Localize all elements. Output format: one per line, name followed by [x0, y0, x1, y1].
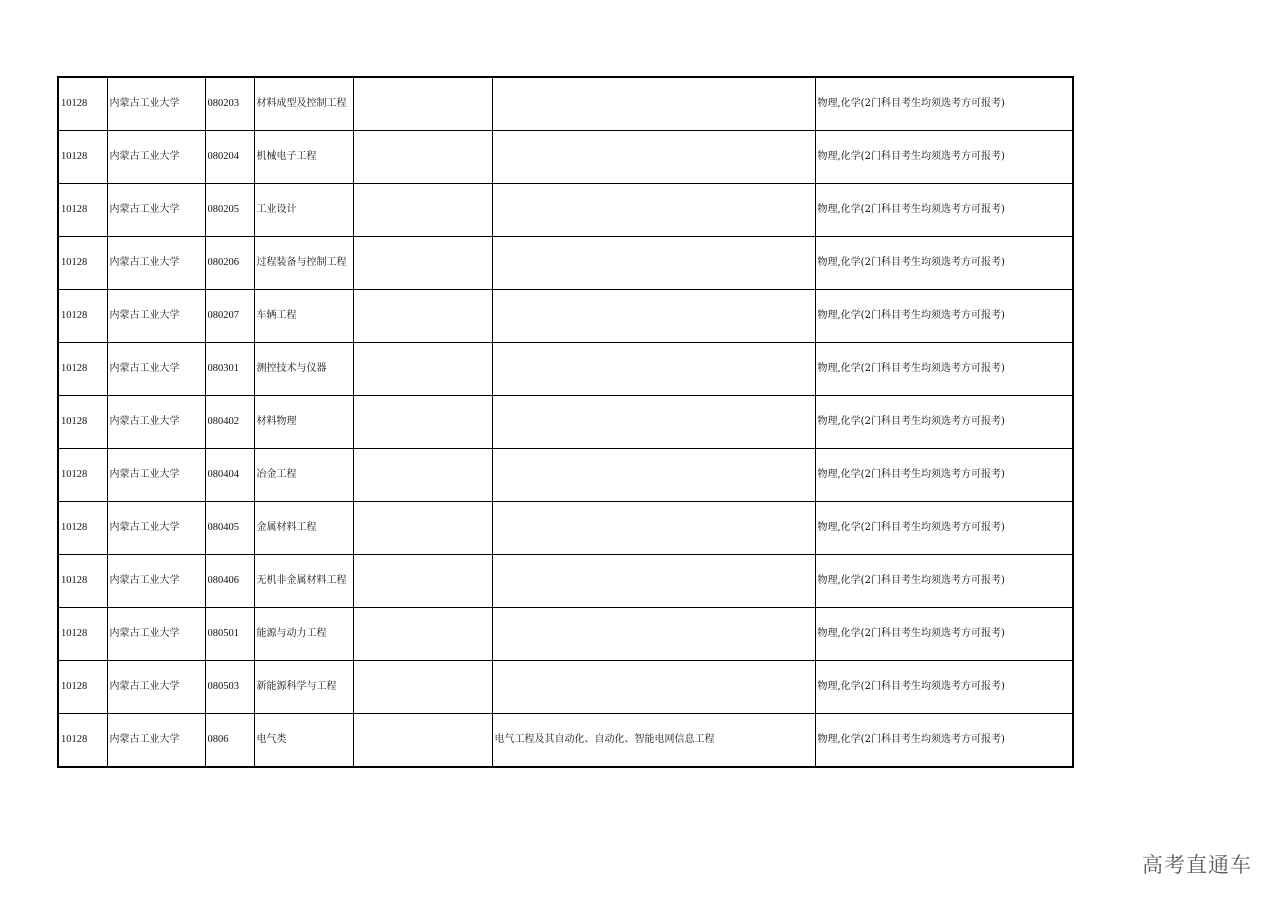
- major-name-cell: 工业设计: [254, 184, 353, 237]
- school-name-cell: 内蒙古工业大学: [107, 714, 205, 768]
- subject-requirement-cell: 物理,化学(2门科目考生均须选考方可报考): [815, 714, 1073, 768]
- table-row: [58, 343, 1073, 396]
- school-code-cell: 10128: [58, 290, 107, 343]
- school-code-cell: 10128: [58, 184, 107, 237]
- subject-requirement-cell: 物理,化学(2门科目考生均须选考方可报考): [815, 343, 1073, 396]
- major-name-cell: 电气类: [254, 714, 353, 768]
- subject-requirement-cell: 物理,化学(2门科目考生均须选考方可报考): [815, 396, 1073, 449]
- major-code-cell: 080503: [205, 661, 254, 714]
- major-name-cell: 材料物理: [254, 396, 353, 449]
- major-name-cell: 新能源科学与工程: [254, 661, 353, 714]
- empty-cell: [353, 184, 492, 237]
- major-name-cell: 机械电子工程: [254, 131, 353, 184]
- subject-requirement-cell: 物理,化学(2门科目考生均须选考方可报考): [815, 184, 1073, 237]
- school-name-cell: 内蒙古工业大学: [107, 396, 205, 449]
- empty-cell: [353, 714, 492, 768]
- school-name-cell: 内蒙古工业大学: [107, 131, 205, 184]
- school-name-cell: 内蒙古工业大学: [107, 502, 205, 555]
- school-name-cell: 内蒙古工业大学: [107, 661, 205, 714]
- school-name-cell: 内蒙古工业大学: [107, 449, 205, 502]
- included-majors-cell: [492, 343, 815, 396]
- school-name-cell: 内蒙古工业大学: [107, 343, 205, 396]
- subject-requirement-cell: 物理,化学(2门科目考生均须选考方可报考): [815, 502, 1073, 555]
- table-row: [58, 449, 1073, 502]
- empty-cell: [353, 608, 492, 661]
- major-code-cell: 080207: [205, 290, 254, 343]
- empty-cell: [353, 290, 492, 343]
- major-code-cell: 080205: [205, 184, 254, 237]
- table-row: [58, 77, 1073, 131]
- major-name-cell: 测控技术与仪器: [254, 343, 353, 396]
- empty-cell: [353, 449, 492, 502]
- included-majors-cell: [492, 555, 815, 608]
- table-row: [58, 290, 1073, 343]
- school-name-cell: 内蒙古工业大学: [107, 555, 205, 608]
- major-name-cell: 过程装备与控制工程: [254, 237, 353, 290]
- major-name-cell: 金属材料工程: [254, 502, 353, 555]
- table-row: [58, 502, 1073, 555]
- empty-cell: [353, 237, 492, 290]
- major-code-cell: 080501: [205, 608, 254, 661]
- school-code-cell: 10128: [58, 502, 107, 555]
- empty-cell: [353, 555, 492, 608]
- major-name-cell: 无机非金属材料工程: [254, 555, 353, 608]
- subject-requirement-cell: 物理,化学(2门科目考生均须选考方可报考): [815, 290, 1073, 343]
- major-code-cell: 0806: [205, 714, 254, 768]
- table-row: [58, 608, 1073, 661]
- table-row: [58, 555, 1073, 608]
- empty-cell: [353, 131, 492, 184]
- watermark-text: 高考直通车: [1142, 853, 1252, 877]
- major-name-cell: 冶金工程: [254, 449, 353, 502]
- school-code-cell: 10128: [58, 131, 107, 184]
- table-row: [58, 184, 1073, 237]
- major-code-cell: 080204: [205, 131, 254, 184]
- school-name-cell: 内蒙古工业大学: [107, 608, 205, 661]
- school-code-cell: 10128: [58, 237, 107, 290]
- subject-requirement-cell: 物理,化学(2门科目考生均须选考方可报考): [815, 661, 1073, 714]
- school-name-cell: 内蒙古工业大学: [107, 77, 205, 131]
- major-code-cell: 080406: [205, 555, 254, 608]
- major-code-cell: 080301: [205, 343, 254, 396]
- table-row: [58, 661, 1073, 714]
- subject-requirement-cell: 物理,化学(2门科目考生均须选考方可报考): [815, 77, 1073, 131]
- included-majors-cell: [492, 184, 815, 237]
- school-name-cell: 内蒙古工业大学: [107, 290, 205, 343]
- included-majors-cell: [492, 396, 815, 449]
- school-code-cell: 10128: [58, 608, 107, 661]
- included-majors-cell: [492, 608, 815, 661]
- admission-requirements-table: [57, 76, 1074, 768]
- empty-cell: [353, 343, 492, 396]
- included-majors-cell: 电气工程及其自动化、自动化、智能电网信息工程: [492, 714, 815, 768]
- school-name-cell: 内蒙古工业大学: [107, 184, 205, 237]
- included-majors-cell: [492, 449, 815, 502]
- subject-requirement-cell: 物理,化学(2门科目考生均须选考方可报考): [815, 131, 1073, 184]
- empty-cell: [353, 77, 492, 131]
- included-majors-cell: [492, 290, 815, 343]
- school-code-cell: 10128: [58, 555, 107, 608]
- included-majors-cell: [492, 237, 815, 290]
- major-name-cell: 材料成型及控制工程: [254, 77, 353, 131]
- school-name-cell: 内蒙古工业大学: [107, 237, 205, 290]
- table-row: [58, 714, 1073, 768]
- table-row: [58, 396, 1073, 449]
- major-code-cell: 080203: [205, 77, 254, 131]
- included-majors-cell: [492, 77, 815, 131]
- subject-requirement-cell: 物理,化学(2门科目考生均须选考方可报考): [815, 237, 1073, 290]
- subject-requirement-cell: 物理,化学(2门科目考生均须选考方可报考): [815, 608, 1073, 661]
- table-row: [58, 237, 1073, 290]
- school-code-cell: 10128: [58, 714, 107, 768]
- subject-requirement-cell: 物理,化学(2门科目考生均须选考方可报考): [815, 449, 1073, 502]
- major-code-cell: 080404: [205, 449, 254, 502]
- school-code-cell: 10128: [58, 77, 107, 131]
- major-code-cell: 080402: [205, 396, 254, 449]
- empty-cell: [353, 502, 492, 555]
- included-majors-cell: [492, 661, 815, 714]
- major-code-cell: 080405: [205, 502, 254, 555]
- empty-cell: [353, 661, 492, 714]
- school-code-cell: 10128: [58, 449, 107, 502]
- school-code-cell: 10128: [58, 661, 107, 714]
- included-majors-cell: [492, 131, 815, 184]
- table-row: [58, 131, 1073, 184]
- major-name-cell: 车辆工程: [254, 290, 353, 343]
- empty-cell: [353, 396, 492, 449]
- included-majors-cell: [492, 502, 815, 555]
- school-code-cell: 10128: [58, 396, 107, 449]
- major-code-cell: 080206: [205, 237, 254, 290]
- school-code-cell: 10128: [58, 343, 107, 396]
- subject-requirement-cell: 物理,化学(2门科目考生均须选考方可报考): [815, 555, 1073, 608]
- major-name-cell: 能源与动力工程: [254, 608, 353, 661]
